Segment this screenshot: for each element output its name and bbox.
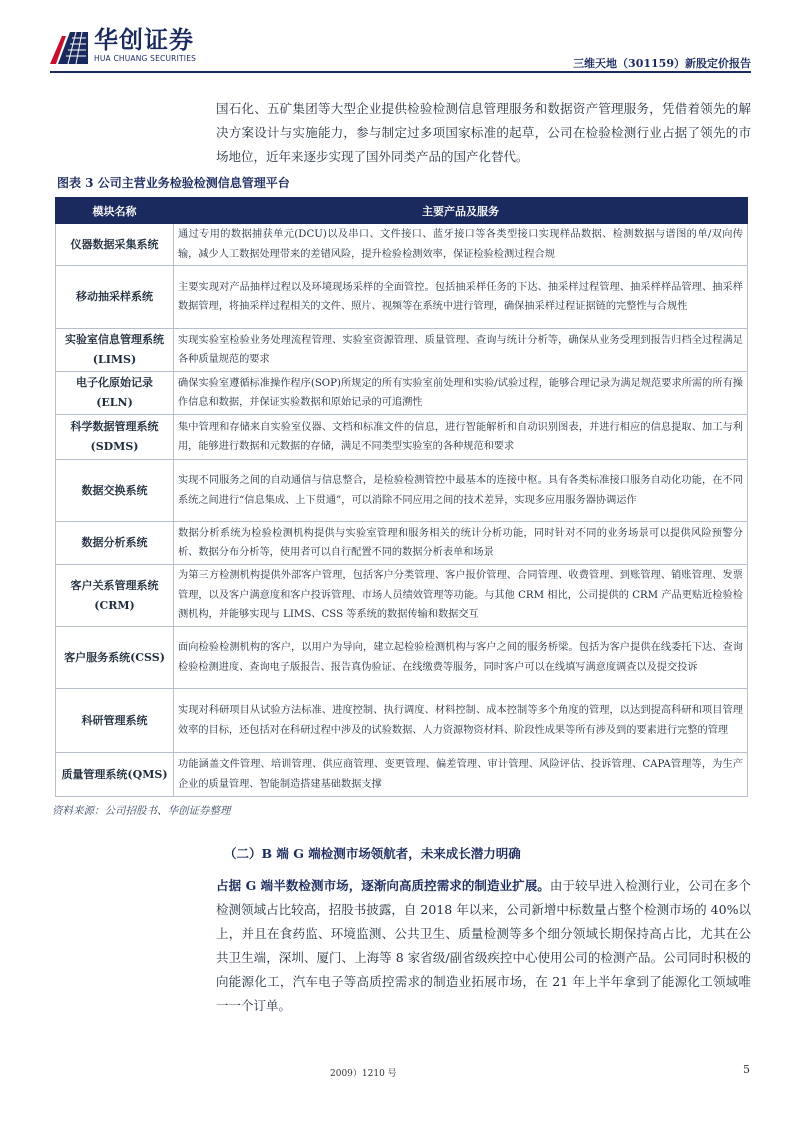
module-description: 功能涵盖文件管理、培训管理、供应商管理、变更管理、偏差管理、审计管理、风险评估、投诉管理、CAPA管理等，为生产企业的质量管理、智能制造搭建基础数据支撑 xyxy=(174,753,748,797)
module-name: 科研管理系统 xyxy=(56,689,174,753)
module-name: 科学数据管理系统(SDMS) xyxy=(56,415,174,460)
column-header-module: 模块名称 xyxy=(56,198,174,224)
table-row xyxy=(56,329,748,372)
table-row xyxy=(56,460,748,522)
table-row xyxy=(56,266,748,329)
logo-mark-icon xyxy=(50,28,88,64)
module-description: 主要实现对产品抽样过程以及环境现场采样的全面管控。包括抽采样任务的下达、抽采样过程管理、抽采样样品管理、抽采样数据管理，将抽采样过程相关的文件、照片、视频等在系统中进行管理，确保抽采样过程证据链的完整性与合规性 xyxy=(174,266,748,329)
body-paragraph xyxy=(216,874,751,1018)
paragraph-lead: 占据 G 端半数检测市场，逐渐向高质控需求的制造业扩展。 xyxy=(216,878,550,893)
module-name: 仪器数据采集系统 xyxy=(56,224,174,266)
section-heading: （二）B 端 G 端检测市场领航者，未来成长潜力明确 xyxy=(224,846,521,861)
logo-text-cn: 华创证券 xyxy=(94,26,194,54)
table-row xyxy=(56,372,748,415)
table-row xyxy=(56,565,748,627)
paragraph-body: 由于较早进入检测行业，公司在多个检测领域占比较高，招股书披露，自 2018 年以来，公司新增中标数量占整个检测市场的 40%以上，并且在食药监、环境监测、公共卫生、质量检测等多个细分领域长期保持高占比，尤其在公共卫生端，深圳、厦门、上海等 8 家省级/副省级疾控中心使用公司的检测产品。公司同时积极的向能源化工，汽车电子等高质控需求的制造业拓展市场，在 21 年上半年拿到了能源化工领域唯一一个订单。 xyxy=(216,878,751,1013)
module-description: 确保实验室遵循标准操作程序(SOP)所规定的所有实验室前处理和实验/试验过程，能够合理记录为满足规范要求所需的所有操作信息和数据，并保证实验数据和原始记录的可追溯性 xyxy=(174,372,748,415)
table-row xyxy=(56,224,748,266)
module-name: 质量管理系统(QMS) xyxy=(56,753,174,797)
module-description: 数据分析系统为检验检测机构提供与实验室管理和服务相关的统计分析功能，同时针对不同的业务场景可以提供风险预警分析、数据分布分析等，使用者可以自行配置不同的数据分析表单和场景 xyxy=(174,522,748,565)
page-header xyxy=(0,0,793,78)
figure-source: 资料来源：公司招股书、华创证券整理 xyxy=(52,805,231,817)
intro-paragraph: 国石化、五矿集团等大型企业提供检验检测信息管理服务和数据资产管理服务，凭借着领先的解决方案设计与实施能力，参与制定过多项国家标准的起草，公司在检验检测行业占据了领先的市场地位，近年来逐步实现了国外同类产品的国产化替代。 xyxy=(216,101,751,164)
module-name: 客户服务系统(CSS) xyxy=(56,627,174,689)
business-table xyxy=(55,197,748,797)
table-row xyxy=(56,522,748,565)
module-description: 面向检验检测机构的客户，以用户为导向，建立起检验检测机构与客户之间的服务桥梁。包括为客户提供在线委托下达、查询检验检测进度、查询电子版报告、报告真伪验证、在线缴费等服务，同时客户可以在线填写满意度调查以及提交投诉 xyxy=(174,627,748,689)
module-description: 为第三方检测机构提供外部客户管理，包括客户分类管理、客户报价管理、合同管理、收费管理、到账管理、销账管理、发票管理，以及客户满意度和客户投诉管理、市场人员绩效管理等功能。与其他 CRM 相比，公司提供的 CRM 产品更贴近检验检测机构，并能够实现与 LIMS、CSS 等系统的数据传输和数据交互 xyxy=(174,565,748,627)
module-description: 实现实验室检验业务处理流程管理、实验室资源管理、质量管理、查询与统计分析等，确保从业务受理到报告归档全过程满足各种质量规范的要求 xyxy=(174,329,748,372)
module-name: 实验室信息管理系统(LIMS) xyxy=(56,329,174,372)
column-header-products: 主要产品及服务 xyxy=(174,198,748,224)
figure-title: 图表 3 公司主营业务检验检测信息管理平台 xyxy=(57,176,290,190)
module-description: 实现不同服务之间的自动通信与信息整合，是检验检测管控中最基本的连接中枢。具有各类标准接口服务自动化功能，在不同系统之间进行“信息集成、上下贯通”，可以消除不同应用之间的技术差异，实现多应用服务器协调运作 xyxy=(174,460,748,522)
table-row xyxy=(56,415,748,460)
logo-text-en: HUA CHUANG SECURITIES xyxy=(94,54,197,63)
module-name: 数据分析系统 xyxy=(56,522,174,565)
table-row xyxy=(56,689,748,753)
table-row xyxy=(56,753,748,797)
company-logo xyxy=(50,26,220,66)
module-description: 实现对科研项目从试验方法标准、进度控制、执行调度、材料控制、成本控制等多个角度的管理，以达到提高科研和项目管理效率的目标，还包括对在科研过程中涉及的试验数据、人力资源物资材料、阶段性成果等所有涉及到的要素进行完整的管理 xyxy=(174,689,748,753)
header-divider xyxy=(50,71,751,73)
module-name: 移动抽采样系统 xyxy=(56,266,174,329)
module-description: 通过专用的数据捕获单元(DCU)以及串口、文件接口、蓝牙接口等各类型接口实现样品数据、检测数据与谱图的单/双向传输，减少人工数据处理带来的差错风险，提升检验检测效率，保证检验检测过程合规 xyxy=(174,224,748,266)
module-description: 集中管理和存储来自实验室仪器、文档和标准文件的信息，进行智能解析和自动识别图表，并进行相应的信息提取、加工与利用，能够进行数据和元数据的存储，满足不同类型实验室的各种规范和要求 xyxy=(174,415,748,460)
table-header-row xyxy=(56,198,748,224)
footer-license-code: 2009）1210 号 xyxy=(330,1069,397,1079)
module-name: 数据交换系统 xyxy=(56,460,174,522)
page-number: 5 xyxy=(743,1063,750,1076)
report-title: 三维天地（301159）新股定价报告 xyxy=(573,57,751,70)
module-name: 客户关系管理系统(CRM) xyxy=(56,565,174,627)
module-name: 电子化原始记录(ELN) xyxy=(56,372,174,415)
table-row xyxy=(56,627,748,689)
